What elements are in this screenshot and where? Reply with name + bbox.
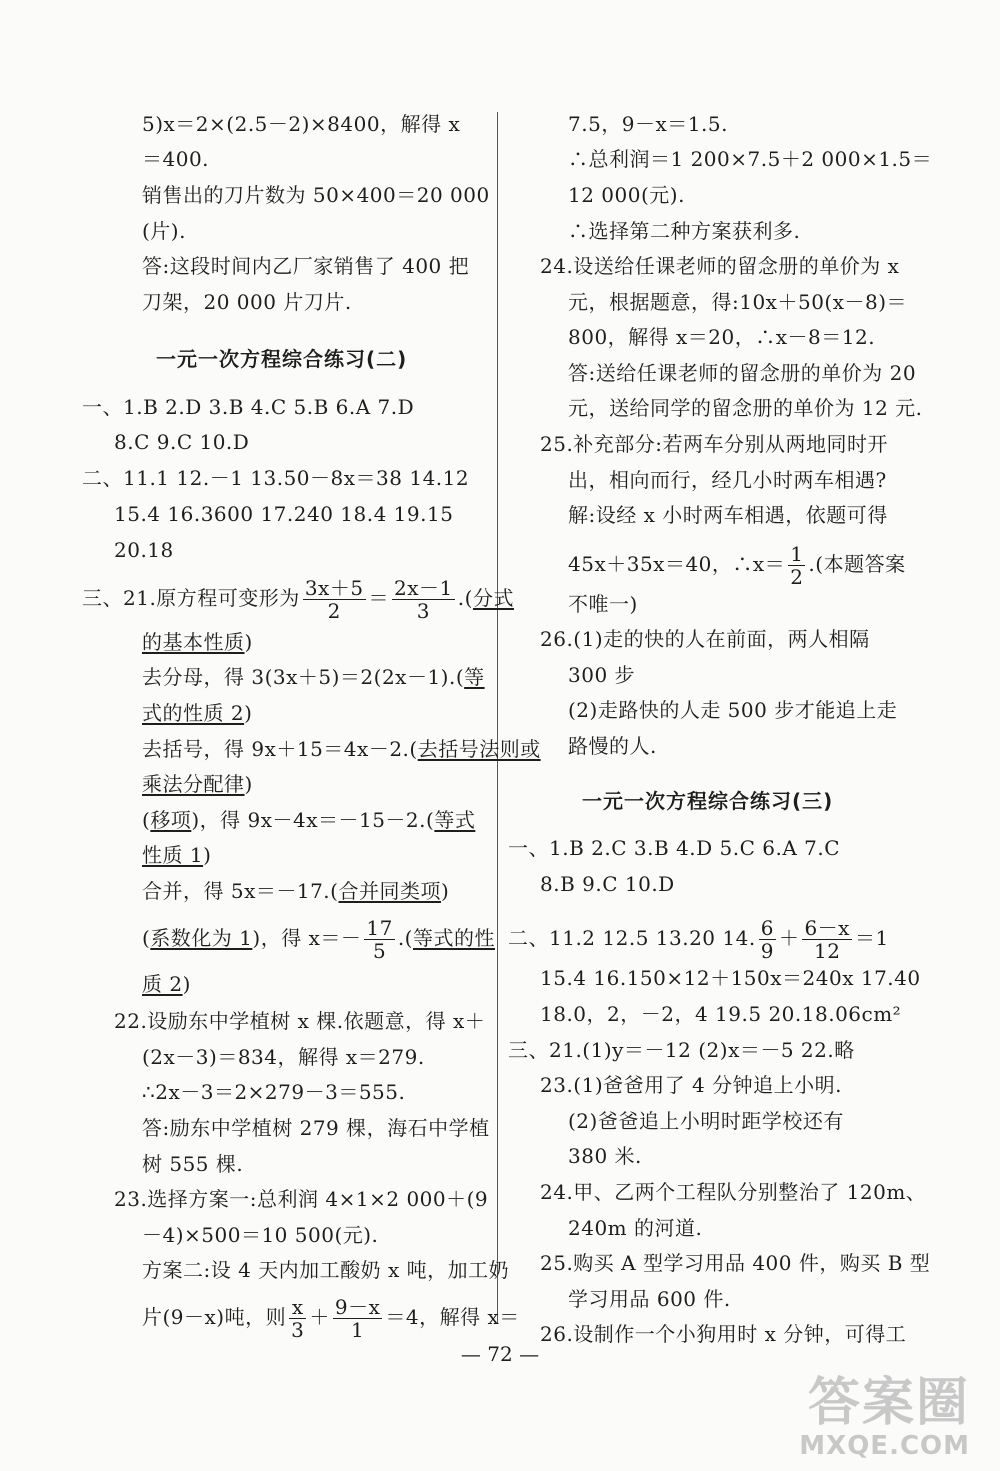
d1-line: [508, 917, 889, 962]
text-run: )，得 x＝－: [252, 926, 362, 950]
underlined-text: 去括号法则或: [417, 737, 541, 761]
underlined-text: 移项: [150, 808, 192, 832]
text-line: ∴2x－3＝2×279－3＝555.: [142, 1080, 406, 1104]
text-line: 25.补充部分:若两车分别从两地同时开: [540, 432, 889, 456]
underlined-text: 性质 1: [142, 843, 204, 867]
denominator: 3: [291, 1318, 305, 1342]
text-run: ＋: [309, 1305, 330, 1329]
text-run: 片(9－x)吨，则: [142, 1305, 287, 1329]
text-line: 答:励东中学植树 279 棵，海石中学植: [142, 1116, 490, 1140]
text-line: 380 米.: [568, 1144, 642, 1168]
denominator: 2: [790, 565, 804, 589]
text-line: －4)×500＝10 500(元).: [142, 1223, 379, 1247]
text-line: 23.(1)爸爸用了 4 分钟追上小明.: [540, 1073, 842, 1097]
text-run: ＋: [778, 926, 800, 950]
q21-line-c: [142, 665, 485, 689]
answer-line: 二、11.1 12.－1 13.50－8x＝38 14.12: [82, 466, 470, 490]
answer-line: 8.B 9.C 10.D: [540, 872, 675, 896]
text-run: ): [203, 843, 212, 867]
text-run: )，得 9x－4x＝－15－2.(: [191, 808, 435, 832]
text-line: 23.选择方案一:总利润 4×1×2 000＋(9: [114, 1187, 489, 1211]
denominator: 9: [760, 939, 774, 963]
denominator: 5: [372, 939, 387, 963]
fraction: [759, 917, 776, 962]
page-number: — 72 —: [460, 1342, 540, 1366]
answer-line: 15.4 16.3600 17.240 18.4 19.15: [114, 502, 454, 526]
q21-line-f: [142, 772, 253, 796]
denominator: 3: [416, 599, 431, 623]
q21-line-b: [142, 630, 253, 654]
q21-line-k: [142, 972, 191, 996]
text-line: (片).: [142, 219, 186, 243]
answer-line: 20.18: [114, 538, 174, 562]
answer-line: 一、1.B 2.D 3.B 4.C 5.B 6.A 7.D: [82, 395, 415, 419]
underlined-text: 合并同类项: [338, 879, 441, 903]
text-run: 二、11.2 12.5 13.20 14.: [508, 926, 756, 950]
numerator: 9－x: [334, 1295, 381, 1319]
text-run: 三、21.原方程可变形为: [82, 586, 300, 610]
text-line: (2)走路快的人走 500 步才能追上走: [568, 698, 898, 722]
text-run: ＝4，解得 x＝: [385, 1305, 520, 1329]
fraction: [392, 577, 455, 622]
text-line: (2x－3)＝834，解得 x＝279.: [142, 1045, 425, 1069]
text-line: 24.甲、乙两个工程队分别整治了 120m、: [540, 1180, 927, 1204]
underlined-text: 乘法分配律: [142, 772, 245, 796]
text-run: ＝1: [854, 926, 889, 950]
answer-line: 18.0，2，－2，4 19.5 20.18.06cm²: [540, 1002, 902, 1026]
numerator: 6－x: [804, 916, 850, 940]
q21-line-e: [142, 737, 541, 761]
text-run: ＝: [368, 586, 390, 610]
text-line: 25.购买 A 型学习用品 400 件，购买 B 型: [540, 1251, 931, 1275]
column-divider: [497, 112, 498, 1324]
text-line: 不唯一): [568, 592, 638, 616]
text-line: 26.(1)走的快的人在前面，两人相隔: [540, 627, 870, 651]
q23-line-d: [142, 1296, 520, 1341]
text-line: ∴选择第二种方案获利多.: [568, 219, 801, 243]
text-run: .(: [397, 926, 413, 950]
q21-line-i: [142, 879, 449, 903]
text-run: ): [182, 972, 191, 996]
watermark-url: MXQE.COM: [799, 1431, 970, 1461]
numerator: x: [289, 1296, 306, 1319]
underlined-text: 式的性质 2: [142, 701, 245, 725]
text-run: 合并，得 5x＝－17.(: [142, 879, 339, 903]
text-run: (: [142, 926, 151, 950]
underlined-text: 的基本性质: [142, 630, 245, 654]
text-line: 销售出的刀片数为 50×400＝20 000: [142, 183, 490, 207]
text-line: 300 步: [568, 663, 636, 687]
underlined-text: 等: [464, 665, 485, 689]
numerator: 1: [790, 542, 804, 566]
text-line: 5)x＝2×(2.5－2)×8400，解得 x: [142, 112, 461, 136]
underlined-text: 系数化为 1: [150, 926, 253, 950]
r13-line: [568, 543, 906, 588]
text-line: 元，送给同学的留念册的单价为 12 元.: [568, 396, 923, 420]
numerator: 3x＋5: [304, 576, 364, 600]
denominator: 1: [350, 1318, 365, 1342]
fraction: [802, 917, 852, 962]
text-line: (2)爸爸追上小明时距学校还有: [568, 1109, 844, 1133]
numerator: 6: [760, 916, 774, 940]
fraction: [303, 577, 366, 622]
text-line: 树 555 棵.: [142, 1152, 244, 1176]
text-run: ): [244, 630, 253, 654]
text-run: ): [244, 772, 253, 796]
text-run: 45x＋35x＝40，∴x＝: [568, 552, 786, 576]
text-line: 解:设经 x 小时两车相遇，依题可得: [568, 503, 888, 527]
section-title-3: 一元一次方程综合练习(三): [582, 789, 834, 813]
underlined-text: 等式: [434, 808, 476, 832]
q21-line-h: [142, 843, 211, 867]
text-line: 26.设制作一个小狗用时 x 分钟，可得工: [540, 1322, 907, 1346]
text-run: ): [244, 701, 253, 725]
fraction: [788, 543, 805, 588]
answer-line: 三、21.(1)y＝－12 (2)x＝－5 22.略: [508, 1038, 855, 1062]
text-run: 去分母，得 3(3x＋5)＝2(2x－1).(: [142, 665, 465, 689]
q21-line-g: [142, 808, 475, 832]
answer-line: 15.4 16.150×12＋150x＝240x 17.40: [540, 966, 921, 990]
text-line: 12 000(元).: [568, 183, 685, 207]
text-line: 方案二:设 4 天内加工酸奶 x 吨，加工奶: [142, 1258, 510, 1282]
text-line: 答:送给任课老师的留念册的单价为 20: [568, 361, 917, 385]
text-line: ＝400.: [142, 147, 210, 171]
denominator: 2: [327, 599, 341, 623]
text-line: 路慢的人.: [568, 734, 657, 758]
section-title-2: 一元一次方程综合练习(二): [156, 347, 408, 371]
text-run: .(本题答案: [808, 552, 906, 576]
text-line: 22.设励东中学植树 x 棵.依题意，得 x＋: [114, 1009, 486, 1033]
q21-line-a: [82, 577, 514, 622]
answer-line: 一、1.B 2.C 3.B 4.D 5.C 6.A 7.C: [508, 836, 840, 860]
text-line: 7.5，9－x＝1.5.: [568, 112, 728, 136]
text-line: 答:这段时间内乙厂家销售了 400 把: [142, 254, 470, 278]
text-line: 240m 的河道.: [568, 1216, 703, 1240]
text-line: 刀架，20 000 片刀片.: [142, 290, 352, 314]
text-run: (: [142, 808, 151, 832]
numerator: 2x－1: [394, 576, 453, 600]
text-line: 学习用品 600 件.: [568, 1287, 731, 1311]
underlined-text: 等式的性: [412, 926, 495, 950]
text-run: ): [440, 879, 450, 903]
underlined-text: 质 2: [142, 972, 183, 996]
text-line: 元，根据题意，得:10x＋50(x－8)＝: [568, 290, 908, 314]
text-run: .(: [457, 586, 473, 610]
text-run: 去括号，得 9x＋15＝4x－2.(: [142, 737, 418, 761]
q21-line-d: [142, 701, 252, 725]
text-line: 出，相向而行，经几小时两车相遇?: [568, 468, 887, 492]
denominator: 12: [813, 939, 841, 963]
answer-line: 8.C 9.C 10.D: [114, 430, 250, 454]
fraction: [333, 1296, 383, 1341]
watermark-text: 答案圈: [807, 1373, 970, 1433]
fraction: [289, 1296, 306, 1341]
underlined-text: 分式: [472, 586, 514, 610]
text-line: 800，解得 x＝20，∴x－8＝12.: [568, 325, 876, 349]
text-line: 24.设送给任课老师的留念册的单价为 x: [540, 254, 900, 278]
q21-line-j: [142, 917, 495, 962]
text-line: ∴总利润＝1 200×7.5＋2 000×1.5＝: [568, 147, 933, 171]
numerator: 17: [366, 916, 393, 940]
fraction: [364, 917, 394, 962]
watermark-logo: [799, 1375, 970, 1461]
